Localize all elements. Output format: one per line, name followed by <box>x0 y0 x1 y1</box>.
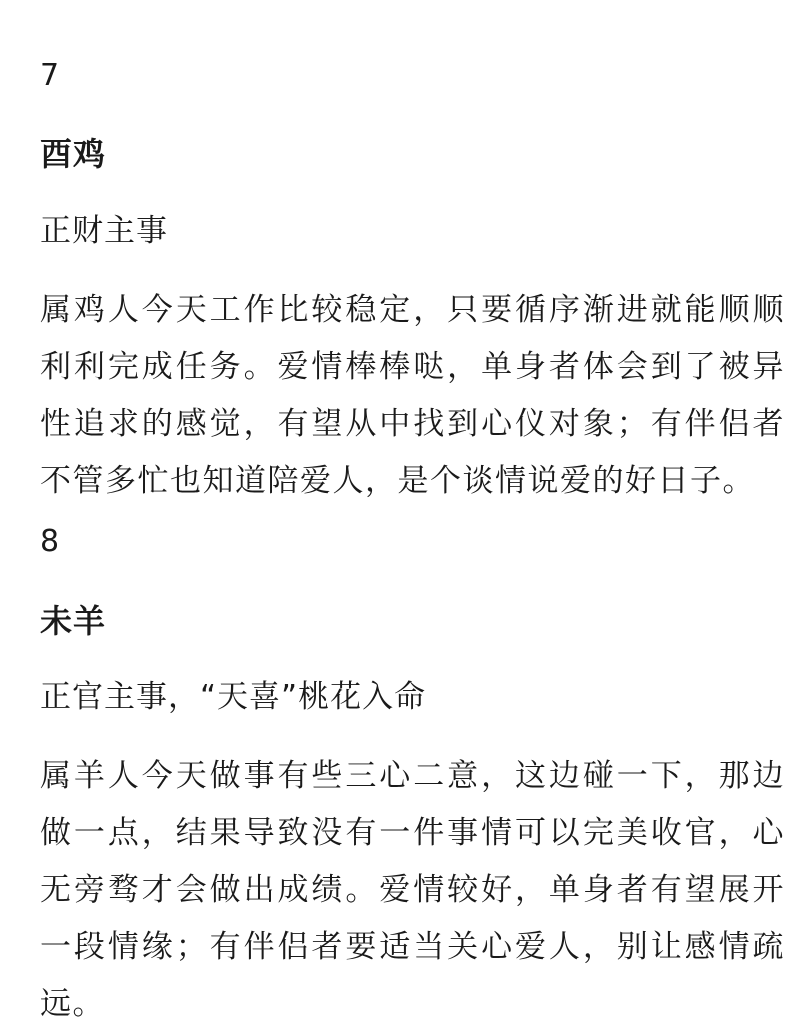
fortune-paragraph: 属羊人今天做事有些三心二意，这边碰一下，那边做一点，结果导致没有一件事情可以完美收官，心无旁骛才会做出成绩。爱情较好，单身者有望展开一段情缘；有伴侣者要适当关心爱人，别让感情疏远。 <box>40 758 785 1022</box>
entry-number: 7 <box>40 58 60 93</box>
fortune-subtitle: 正官主事，“天喜”桃花入命 <box>40 679 427 715</box>
fortune-paragraph: 属鸡人今天工作比较稳定，只要循序渐进就能顺顺利利完成任务。爱情棒棒哒，单身者体会到了被异性追求的感觉，有望从中找到心仪对象；有伴侣者不管多忙也知道陪爱人，是个谈情说爱的好日子。 <box>40 292 785 499</box>
zodiac-sign-heading: 未羊 <box>40 602 107 640</box>
zodiac-sign-heading: 酉鸡 <box>40 135 107 173</box>
fortune-subtitle: 正财主事 <box>40 213 168 249</box>
entry-number: 8 <box>40 524 60 559</box>
